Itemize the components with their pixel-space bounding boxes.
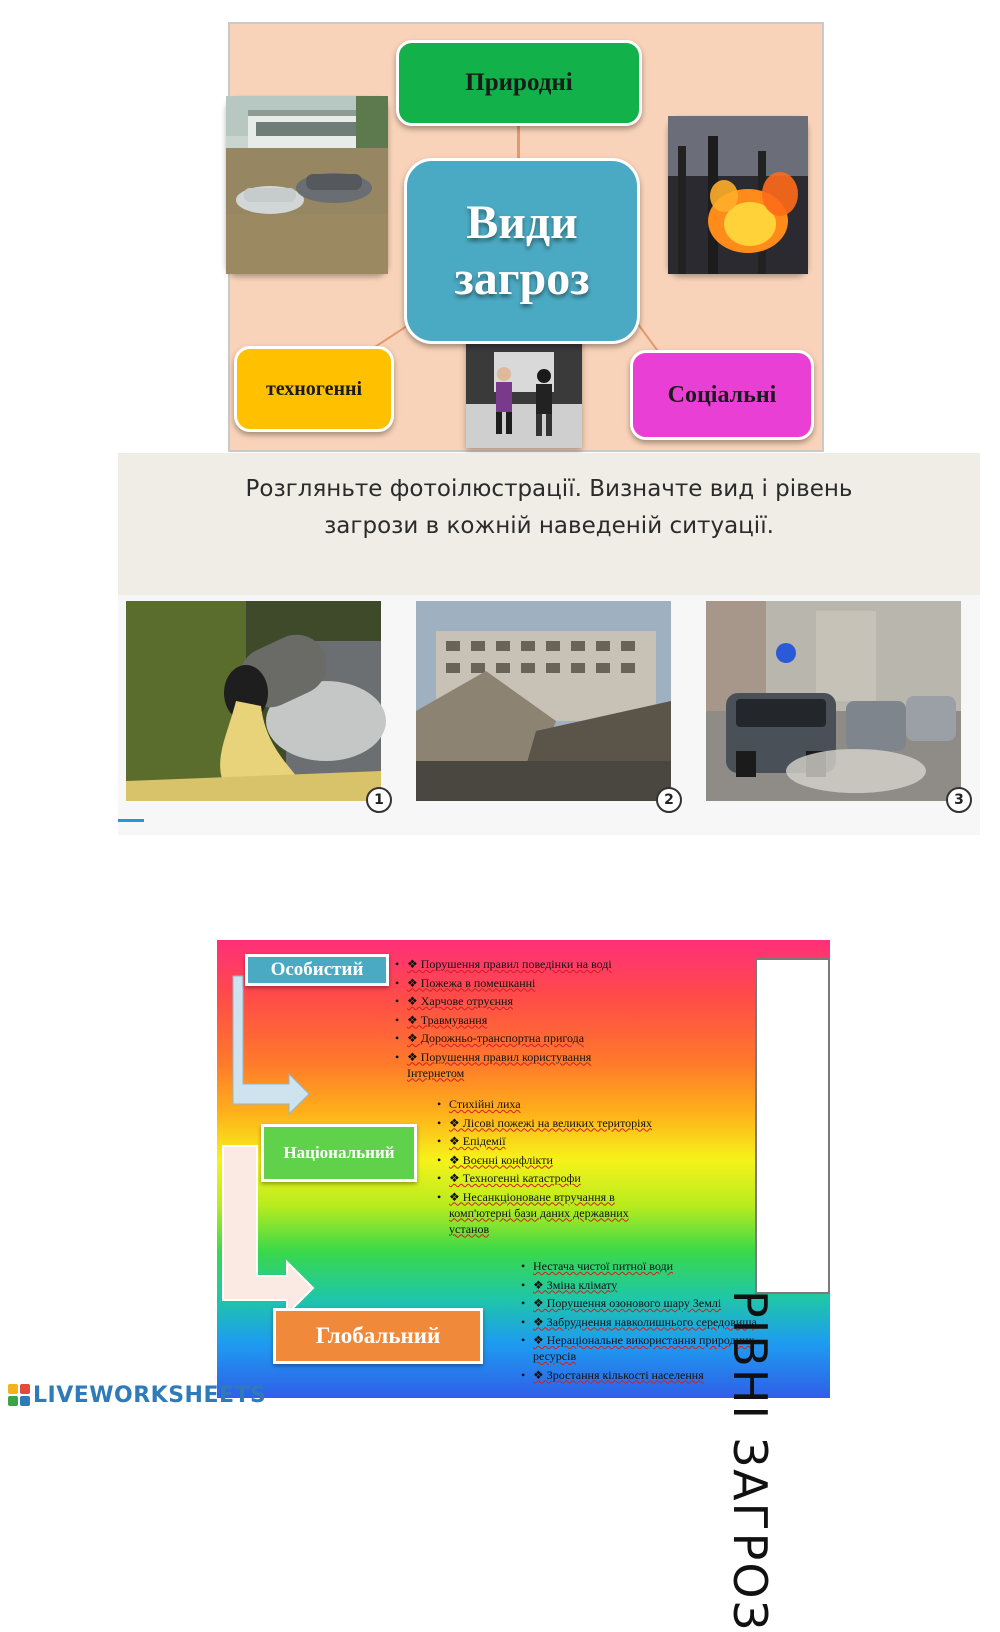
flood-photo-image (226, 96, 388, 274)
threat-types-center-box (404, 158, 640, 344)
photo-task-slide (118, 453, 980, 835)
level-personal (245, 954, 389, 986)
threat-types-title: Види загроз (454, 196, 590, 305)
progress-mark (118, 819, 144, 822)
list-item: • ❖ Нераціональне використання природних ресурсів (519, 1332, 799, 1364)
list-item: • ❖ Порушення озонового шару Землі (519, 1295, 799, 1311)
personal-threat-list (393, 956, 648, 1083)
task-instruction (118, 471, 980, 545)
instruction-line-1: Розгляньте фотоілюстрації. Визначте вид і рівень (245, 476, 853, 502)
list-item: • ❖ Дорожньо-транспортна пригода (393, 1030, 648, 1046)
flood-photo (226, 96, 388, 274)
sewage-pipe-image (126, 601, 381, 801)
car-exhaust-photo (706, 601, 961, 801)
list-item: • ❖ Забруднення навколишнього середовища (519, 1314, 799, 1330)
list-item: • ❖ Несанкціоноване втручання в комп'ютерні бази даних державних установ (435, 1189, 667, 1237)
natural-threats-box (396, 40, 642, 126)
robbery-photo (466, 332, 582, 448)
natural-threats-label: Природні (465, 69, 573, 96)
list-item: • ❖ Травмування (393, 1012, 648, 1028)
liveworksheets-logo-text: LIVEWORKSHEETS (33, 1382, 267, 1408)
level-global (273, 1308, 483, 1364)
list-item: • ❖ Порушення правил користування Інтернетом (393, 1049, 648, 1081)
instruction-line-2: загрози в кожній наведеній ситуації. (324, 513, 774, 539)
car-exhaust-image (706, 601, 961, 801)
liveworksheets-logo (8, 1381, 266, 1409)
threat-levels-title: РІВНІ ЗАГРОЗ (723, 1290, 777, 1632)
photo-number-2: 2 (656, 787, 682, 813)
robbery-photo-image (466, 332, 582, 448)
factory-fire-photo-image (668, 116, 808, 274)
threat-levels-slide (217, 940, 830, 1632)
list-item: • Нестача чистої питної води (519, 1258, 799, 1274)
level-national-label: Національний (283, 1143, 395, 1162)
list-item: • ❖ Зростання кількості населення (519, 1367, 799, 1383)
photo-number-3: 3 (946, 787, 972, 813)
list-item: • ❖ Порушення правил поведінки на воді (393, 956, 648, 972)
photo-number-1: 1 (366, 787, 392, 813)
threat-levels-title-box (723, 958, 830, 1632)
level-national (261, 1124, 417, 1182)
arrow-personal-to-national (233, 976, 309, 1114)
national-threat-list (435, 1096, 667, 1239)
list-item: • Стихійні лиха (435, 1096, 667, 1112)
list-item: • ❖ Зміна клімату (519, 1277, 799, 1293)
list-item: • ❖ Епідемії (435, 1133, 667, 1149)
technogenic-threats-label: техногенні (265, 377, 363, 400)
list-item: • ❖ Воєнні конфлікти (435, 1152, 667, 1168)
list-item: • ❖ Техногенні катастрофи (435, 1170, 667, 1186)
liveworksheets-logo-icon (8, 1384, 30, 1406)
technogenic-threats-box (234, 346, 394, 432)
collapsed-building-image (416, 601, 671, 801)
list-item: • ❖ Харчове отруєння (393, 993, 648, 1009)
threat-types-slide (228, 22, 824, 452)
list-item: • ❖ Лісові пожежі на великих територіях (435, 1115, 667, 1131)
collapsed-building-photo (416, 601, 671, 801)
sewage-pipe-photo (126, 601, 381, 801)
level-personal-label: Особистий (270, 959, 364, 980)
level-global-label: Глобальний (315, 1323, 441, 1348)
list-item: • ❖ Пожежа в помешканні (393, 975, 648, 991)
social-threats-box (630, 350, 814, 440)
factory-fire-photo (668, 116, 808, 274)
social-threats-label: Соціальні (667, 381, 777, 408)
